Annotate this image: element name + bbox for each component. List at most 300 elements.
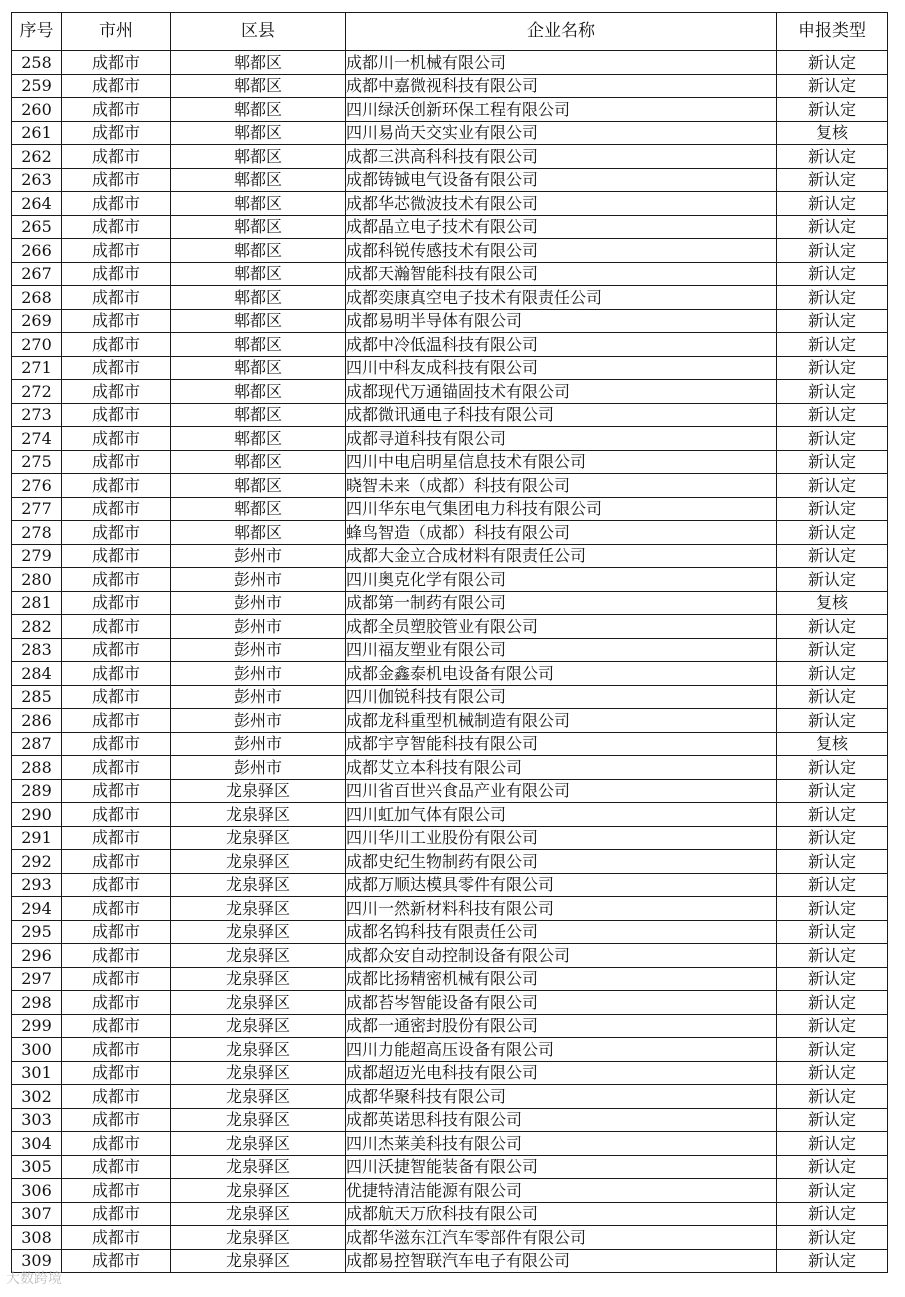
cell-type: 新认定 <box>777 544 888 568</box>
cell-company: 优捷特清洁能源有限公司 <box>346 1179 777 1203</box>
cell-city: 成都市 <box>62 215 171 239</box>
header-district: 区县 <box>171 13 346 51</box>
cell-district: 龙泉驿区 <box>171 944 346 968</box>
cell-type: 新认定 <box>777 380 888 404</box>
cell-index: 280 <box>12 568 62 592</box>
table-row <box>12 333 888 357</box>
cell-city: 成都市 <box>62 638 171 662</box>
cell-type: 新认定 <box>777 897 888 921</box>
cell-company: 成都易明半导体有限公司 <box>346 309 777 333</box>
cell-index: 275 <box>12 450 62 474</box>
cell-city: 成都市 <box>62 403 171 427</box>
cell-type: 新认定 <box>777 74 888 98</box>
cell-city: 成都市 <box>62 450 171 474</box>
table-row <box>12 51 888 75</box>
cell-index: 284 <box>12 662 62 686</box>
cell-index: 302 <box>12 1085 62 1109</box>
cell-index: 269 <box>12 309 62 333</box>
cell-index: 265 <box>12 215 62 239</box>
cell-type: 新认定 <box>777 1085 888 1109</box>
table-row <box>12 826 888 850</box>
table-row <box>12 427 888 451</box>
cell-district: 龙泉驿区 <box>171 1226 346 1250</box>
cell-type: 新认定 <box>777 145 888 169</box>
cell-index: 259 <box>12 74 62 98</box>
cell-index: 295 <box>12 920 62 944</box>
cell-type: 新认定 <box>777 779 888 803</box>
cell-district: 郫都区 <box>171 215 346 239</box>
cell-company: 成都华滋东江汽车零部件有限公司 <box>346 1226 777 1250</box>
cell-company: 成都铸铖电气设备有限公司 <box>346 168 777 192</box>
table-row <box>12 74 888 98</box>
cell-city: 成都市 <box>62 967 171 991</box>
cell-type: 新认定 <box>777 756 888 780</box>
cell-city: 成都市 <box>62 1179 171 1203</box>
cell-type: 新认定 <box>777 1155 888 1179</box>
table-row <box>12 662 888 686</box>
cell-index: 258 <box>12 51 62 75</box>
cell-type: 复核 <box>777 591 888 615</box>
cell-district: 龙泉驿区 <box>171 1132 346 1156</box>
cell-city: 成都市 <box>62 74 171 98</box>
cell-city: 成都市 <box>62 897 171 921</box>
cell-company: 成都中嘉微视科技有限公司 <box>346 74 777 98</box>
cell-city: 成都市 <box>62 920 171 944</box>
cell-type: 新认定 <box>777 803 888 827</box>
cell-district: 郫都区 <box>171 286 346 310</box>
cell-type: 新认定 <box>777 1202 888 1226</box>
cell-city: 成都市 <box>62 51 171 75</box>
cell-city: 成都市 <box>62 1014 171 1038</box>
cell-index: 276 <box>12 474 62 498</box>
table-row <box>12 168 888 192</box>
cell-index: 305 <box>12 1155 62 1179</box>
cell-district: 彭州市 <box>171 662 346 686</box>
cell-company: 四川中电启明星信息技术有限公司 <box>346 450 777 474</box>
cell-city: 成都市 <box>62 521 171 545</box>
table-row <box>12 98 888 122</box>
cell-district: 郫都区 <box>171 474 346 498</box>
cell-type: 新认定 <box>777 521 888 545</box>
cell-type: 新认定 <box>777 474 888 498</box>
cell-company: 四川易尚天交实业有限公司 <box>346 121 777 145</box>
table-row <box>12 850 888 874</box>
cell-type: 新认定 <box>777 51 888 75</box>
cell-city: 成都市 <box>62 121 171 145</box>
table-row <box>12 967 888 991</box>
cell-company: 四川伽锐科技有限公司 <box>346 685 777 709</box>
table-row <box>12 1249 888 1273</box>
cell-city: 成都市 <box>62 474 171 498</box>
cell-company: 成都名钨科技有限责任公司 <box>346 920 777 944</box>
cell-company: 晓智未来（成都）科技有限公司 <box>346 474 777 498</box>
cell-city: 成都市 <box>62 873 171 897</box>
cell-index: 283 <box>12 638 62 662</box>
table-row <box>12 192 888 216</box>
cell-company: 成都中冷低温科技有限公司 <box>346 333 777 357</box>
cell-city: 成都市 <box>62 991 171 1015</box>
table-row <box>12 521 888 545</box>
cell-index: 288 <box>12 756 62 780</box>
cell-city: 成都市 <box>62 1061 171 1085</box>
cell-district: 龙泉驿区 <box>171 850 346 874</box>
table-row <box>12 779 888 803</box>
table-row <box>12 497 888 521</box>
cell-company: 四川杰莱美科技有限公司 <box>346 1132 777 1156</box>
cell-company: 成都万顺达模具零件有限公司 <box>346 873 777 897</box>
cell-district: 龙泉驿区 <box>171 897 346 921</box>
cell-index: 297 <box>12 967 62 991</box>
cell-district: 郫都区 <box>171 262 346 286</box>
cell-type: 新认定 <box>777 638 888 662</box>
cell-district: 彭州市 <box>171 615 346 639</box>
cell-district: 彭州市 <box>171 544 346 568</box>
header-type: 申报类型 <box>777 13 888 51</box>
cell-company: 四川省百世兴食品产业有限公司 <box>346 779 777 803</box>
cell-index: 307 <box>12 1202 62 1226</box>
cell-company: 成都一通密封股份有限公司 <box>346 1014 777 1038</box>
cell-city: 成都市 <box>62 662 171 686</box>
cell-district: 龙泉驿区 <box>171 1249 346 1273</box>
cell-city: 成都市 <box>62 356 171 380</box>
table-row <box>12 544 888 568</box>
cell-type: 新认定 <box>777 98 888 122</box>
cell-city: 成都市 <box>62 1155 171 1179</box>
table-row <box>12 356 888 380</box>
cell-type: 新认定 <box>777 262 888 286</box>
cell-type: 新认定 <box>777 920 888 944</box>
cell-district: 龙泉驿区 <box>171 1108 346 1132</box>
cell-type: 新认定 <box>777 615 888 639</box>
cell-district: 龙泉驿区 <box>171 991 346 1015</box>
cell-district: 郫都区 <box>171 309 346 333</box>
cell-type: 新认定 <box>777 1179 888 1203</box>
table-row <box>12 1202 888 1226</box>
cell-index: 261 <box>12 121 62 145</box>
cell-index: 263 <box>12 168 62 192</box>
cell-index: 290 <box>12 803 62 827</box>
cell-company: 成都川一机械有限公司 <box>346 51 777 75</box>
cell-type: 新认定 <box>777 1014 888 1038</box>
cell-company: 四川沃捷智能装备有限公司 <box>346 1155 777 1179</box>
table-header-row <box>12 13 888 51</box>
cell-index: 277 <box>12 497 62 521</box>
cell-company: 成都英诺思科技有限公司 <box>346 1108 777 1132</box>
cell-city: 成都市 <box>62 192 171 216</box>
cell-district: 郫都区 <box>171 356 346 380</box>
cell-type: 新认定 <box>777 709 888 733</box>
cell-city: 成都市 <box>62 168 171 192</box>
cell-index: 271 <box>12 356 62 380</box>
table-row <box>12 215 888 239</box>
cell-company: 成都华聚科技有限公司 <box>346 1085 777 1109</box>
cell-company: 四川奥克化学有限公司 <box>346 568 777 592</box>
cell-index: 300 <box>12 1038 62 1062</box>
cell-company: 成都航天万欣科技有限公司 <box>346 1202 777 1226</box>
cell-city: 成都市 <box>62 803 171 827</box>
cell-index: 298 <box>12 991 62 1015</box>
table-row <box>12 286 888 310</box>
cell-company: 成都奕康真空电子技术有限责任公司 <box>346 286 777 310</box>
header-city: 市州 <box>62 13 171 51</box>
cell-city: 成都市 <box>62 1202 171 1226</box>
table-row <box>12 991 888 1015</box>
cell-type: 复核 <box>777 732 888 756</box>
cell-district: 郫都区 <box>171 239 346 263</box>
cell-index: 308 <box>12 1226 62 1250</box>
cell-city: 成都市 <box>62 98 171 122</box>
cell-district: 郫都区 <box>171 98 346 122</box>
table-row <box>12 1085 888 1109</box>
cell-city: 成都市 <box>62 779 171 803</box>
cell-city: 成都市 <box>62 497 171 521</box>
cell-city: 成都市 <box>62 309 171 333</box>
table-row <box>12 591 888 615</box>
cell-city: 成都市 <box>62 709 171 733</box>
cell-district: 郫都区 <box>171 427 346 451</box>
table-row <box>12 709 888 733</box>
cell-district: 郫都区 <box>171 145 346 169</box>
cell-company: 成都微讯通电子科技有限公司 <box>346 403 777 427</box>
cell-city: 成都市 <box>62 568 171 592</box>
cell-district: 郫都区 <box>171 74 346 98</box>
cell-district: 郫都区 <box>171 403 346 427</box>
table-row <box>12 239 888 263</box>
cell-index: 278 <box>12 521 62 545</box>
cell-type: 新认定 <box>777 1108 888 1132</box>
cell-district: 龙泉驿区 <box>171 1038 346 1062</box>
cell-company: 成都天瀚智能科技有限公司 <box>346 262 777 286</box>
cell-city: 成都市 <box>62 1108 171 1132</box>
table-row <box>12 145 888 169</box>
cell-type: 新认定 <box>777 967 888 991</box>
cell-index: 291 <box>12 826 62 850</box>
cell-city: 成都市 <box>62 239 171 263</box>
cell-city: 成都市 <box>62 544 171 568</box>
cell-type: 新认定 <box>777 1226 888 1250</box>
cell-city: 成都市 <box>62 145 171 169</box>
table-row <box>12 1014 888 1038</box>
cell-index: 306 <box>12 1179 62 1203</box>
cell-company: 成都大金立合成材料有限责任公司 <box>346 544 777 568</box>
cell-district: 龙泉驿区 <box>171 967 346 991</box>
cell-index: 279 <box>12 544 62 568</box>
cell-district: 龙泉驿区 <box>171 1155 346 1179</box>
cell-index: 281 <box>12 591 62 615</box>
cell-type: 新认定 <box>777 1061 888 1085</box>
cell-district: 彭州市 <box>171 756 346 780</box>
cell-city: 成都市 <box>62 591 171 615</box>
header-index: 序号 <box>12 13 62 51</box>
cell-company: 成都艾立本科技有限公司 <box>346 756 777 780</box>
table-row <box>12 803 888 827</box>
cell-index: 262 <box>12 145 62 169</box>
cell-city: 成都市 <box>62 427 171 451</box>
cell-index: 282 <box>12 615 62 639</box>
cell-type: 新认定 <box>777 1038 888 1062</box>
cell-district: 彭州市 <box>171 709 346 733</box>
cell-index: 294 <box>12 897 62 921</box>
table-row <box>12 685 888 709</box>
cell-index: 274 <box>12 427 62 451</box>
cell-index: 289 <box>12 779 62 803</box>
cell-city: 成都市 <box>62 732 171 756</box>
watermark: 大数跨境 <box>6 1271 62 1287</box>
cell-index: 303 <box>12 1108 62 1132</box>
cell-type: 新认定 <box>777 309 888 333</box>
cell-company: 四川华东电气集团电力科技有限公司 <box>346 497 777 521</box>
cell-district: 彭州市 <box>171 732 346 756</box>
cell-city: 成都市 <box>62 850 171 874</box>
cell-city: 成都市 <box>62 826 171 850</box>
table-body <box>12 51 888 1273</box>
cell-company: 成都苔岑智能设备有限公司 <box>346 991 777 1015</box>
table-row <box>12 262 888 286</box>
cell-district: 郫都区 <box>171 380 346 404</box>
cell-type: 新认定 <box>777 333 888 357</box>
cell-index: 266 <box>12 239 62 263</box>
cell-city: 成都市 <box>62 380 171 404</box>
table-row <box>12 1155 888 1179</box>
table-row <box>12 380 888 404</box>
cell-company: 成都史纪生物制药有限公司 <box>346 850 777 874</box>
table-row <box>12 121 888 145</box>
table-row <box>12 1061 888 1085</box>
cell-district: 龙泉驿区 <box>171 1179 346 1203</box>
cell-district: 龙泉驿区 <box>171 803 346 827</box>
cell-district: 郫都区 <box>171 51 346 75</box>
cell-type: 新认定 <box>777 873 888 897</box>
cell-district: 彭州市 <box>171 591 346 615</box>
table-row <box>12 1038 888 1062</box>
table-row <box>12 873 888 897</box>
table-row <box>12 897 888 921</box>
cell-district: 彭州市 <box>171 638 346 662</box>
table-row <box>12 1108 888 1132</box>
cell-type: 复核 <box>777 121 888 145</box>
cell-index: 267 <box>12 262 62 286</box>
cell-index: 292 <box>12 850 62 874</box>
cell-index: 264 <box>12 192 62 216</box>
cell-company: 成都现代万通锚固技术有限公司 <box>346 380 777 404</box>
cell-company: 成都易控智联汽车电子有限公司 <box>346 1249 777 1273</box>
table-row <box>12 920 888 944</box>
cell-district: 郫都区 <box>171 168 346 192</box>
cell-city: 成都市 <box>62 685 171 709</box>
cell-district: 郫都区 <box>171 192 346 216</box>
table-row <box>12 403 888 427</box>
cell-index: 273 <box>12 403 62 427</box>
cell-district: 龙泉驿区 <box>171 873 346 897</box>
cell-type: 新认定 <box>777 286 888 310</box>
cell-company: 成都众安自动控制设备有限公司 <box>346 944 777 968</box>
table-row <box>12 450 888 474</box>
cell-district: 郫都区 <box>171 121 346 145</box>
cell-type: 新认定 <box>777 450 888 474</box>
cell-type: 新认定 <box>777 662 888 686</box>
cell-district: 郫都区 <box>171 450 346 474</box>
cell-type: 新认定 <box>777 427 888 451</box>
cell-index: 304 <box>12 1132 62 1156</box>
cell-city: 成都市 <box>62 262 171 286</box>
cell-type: 新认定 <box>777 1132 888 1156</box>
cell-company: 四川一然新材料科技有限公司 <box>346 897 777 921</box>
cell-type: 新认定 <box>777 239 888 263</box>
table-row <box>12 756 888 780</box>
cell-district: 彭州市 <box>171 685 346 709</box>
header-company: 企业名称 <box>346 13 777 51</box>
cell-company: 四川绿沃创新环保工程有限公司 <box>346 98 777 122</box>
cell-index: 287 <box>12 732 62 756</box>
cell-company: 四川华川工业股份有限公司 <box>346 826 777 850</box>
cell-city: 成都市 <box>62 1226 171 1250</box>
cell-type: 新认定 <box>777 356 888 380</box>
enterprise-table <box>11 12 888 1273</box>
cell-district: 龙泉驿区 <box>171 1061 346 1085</box>
cell-company: 成都宇亨智能科技有限公司 <box>346 732 777 756</box>
table-row <box>12 1179 888 1203</box>
cell-type: 新认定 <box>777 192 888 216</box>
cell-type: 新认定 <box>777 568 888 592</box>
cell-company: 成都寻道科技有限公司 <box>346 427 777 451</box>
cell-city: 成都市 <box>62 1132 171 1156</box>
cell-index: 260 <box>12 98 62 122</box>
cell-district: 郫都区 <box>171 497 346 521</box>
cell-index: 301 <box>12 1061 62 1085</box>
cell-district: 龙泉驿区 <box>171 779 346 803</box>
cell-city: 成都市 <box>62 944 171 968</box>
cell-type: 新认定 <box>777 497 888 521</box>
cell-type: 新认定 <box>777 1249 888 1273</box>
cell-city: 成都市 <box>62 286 171 310</box>
cell-district: 龙泉驿区 <box>171 1202 346 1226</box>
cell-company: 四川中科友成科技有限公司 <box>346 356 777 380</box>
cell-district: 彭州市 <box>171 568 346 592</box>
cell-district: 龙泉驿区 <box>171 1014 346 1038</box>
table-row <box>12 309 888 333</box>
cell-index: 272 <box>12 380 62 404</box>
cell-city: 成都市 <box>62 1085 171 1109</box>
cell-city: 成都市 <box>62 1038 171 1062</box>
cell-district: 郫都区 <box>171 333 346 357</box>
cell-index: 285 <box>12 685 62 709</box>
cell-company: 成都金鑫泰机电设备有限公司 <box>346 662 777 686</box>
cell-city: 成都市 <box>62 756 171 780</box>
cell-district: 郫都区 <box>171 521 346 545</box>
table-row <box>12 1226 888 1250</box>
table-row <box>12 615 888 639</box>
cell-type: 新认定 <box>777 991 888 1015</box>
cell-type: 新认定 <box>777 168 888 192</box>
cell-index: 286 <box>12 709 62 733</box>
cell-company: 成都超迈光电科技有限公司 <box>346 1061 777 1085</box>
cell-company: 四川力能超高压设备有限公司 <box>346 1038 777 1062</box>
table-row <box>12 568 888 592</box>
cell-index: 299 <box>12 1014 62 1038</box>
cell-district: 龙泉驿区 <box>171 920 346 944</box>
cell-company: 成都全员塑胶管业有限公司 <box>346 615 777 639</box>
cell-company: 成都华芯微波技术有限公司 <box>346 192 777 216</box>
cell-company: 成都比扬精密机械有限公司 <box>346 967 777 991</box>
cell-company: 成都三洪高科科技有限公司 <box>346 145 777 169</box>
cell-index: 293 <box>12 873 62 897</box>
cell-company: 蜂鸟智造（成都）科技有限公司 <box>346 521 777 545</box>
cell-index: 296 <box>12 944 62 968</box>
cell-type: 新认定 <box>777 403 888 427</box>
table-row <box>12 474 888 498</box>
cell-type: 新认定 <box>777 944 888 968</box>
table-row <box>12 944 888 968</box>
